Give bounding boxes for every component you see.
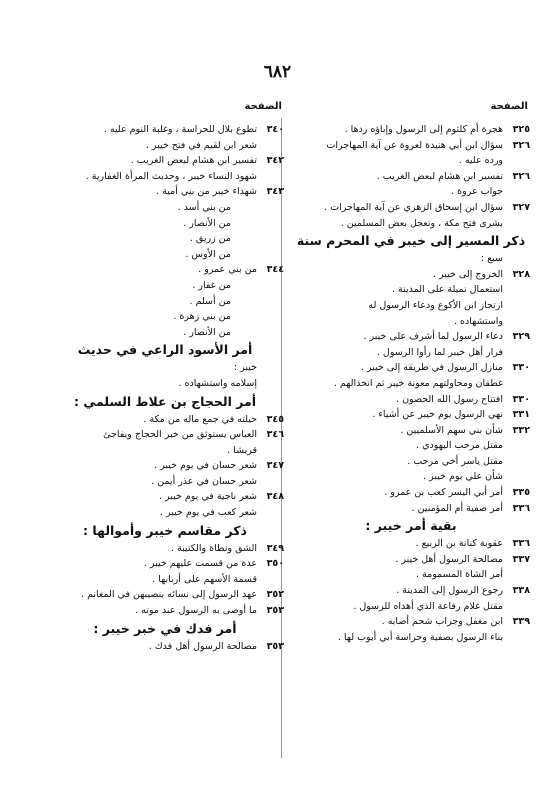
entry-text: من غفار . (192, 279, 231, 291)
index-entry (292, 184, 530, 200)
entry-text: إسلامه واستشهاده . (178, 377, 257, 389)
entry-text: تفسير ابن هشام لبعض الغريب . (376, 170, 503, 182)
page-ref: ٣٤٤ (266, 264, 284, 276)
entry-text: شهود النساء خيبر ، وحديث المرأة الغفارية . (85, 170, 257, 182)
entry-text: نهي الرسول يوم خيبر عن أشياء . (372, 409, 503, 421)
entry-text: من الأوس . (185, 248, 231, 260)
index-entry (46, 278, 284, 294)
page-ref: ٣٣٩ (512, 616, 530, 628)
index-entry (46, 294, 284, 310)
entry-list (292, 122, 530, 645)
entry-text: الخروج إلى خيبر . (432, 268, 503, 280)
entry-text: من بني زهرة . (173, 311, 231, 323)
page-ref: ٣٥٢ (266, 589, 284, 601)
page-ref: ٣٤٩ (266, 542, 284, 554)
index-entry (46, 587, 284, 603)
page-ref: ٣٤٢ (266, 155, 284, 167)
entry-text: رجوع الرسول إلى المدينة . (396, 585, 503, 597)
entry-text: عقوبة كنانة بن الربيع . (415, 538, 503, 550)
index-column-right (292, 100, 530, 645)
entry-text: مقتل مرحب اليهودي . (416, 440, 503, 452)
entry-text: تفسير ابن هشام لبعض الغريب . (130, 155, 257, 167)
entry-text: بقية أمر خيبر : (365, 518, 457, 534)
index-entry (292, 282, 530, 298)
entry-text: العباس يستوثق من خبر الحجاج ويفاجئ (103, 429, 257, 441)
entry-text: أمر فدك في خبر خيبر : (93, 620, 237, 636)
entry-text: الشق ونطاة والكتيبة . (171, 542, 257, 554)
page-number: ٦٨٢ (263, 62, 292, 82)
index-entry (292, 501, 530, 517)
page-ref: ٣٥٠ (266, 558, 284, 570)
entry-text: من الأنصار . (183, 326, 231, 338)
entry-text: أمر الأسود الراعي في حديث (77, 342, 253, 358)
index-entry (46, 309, 284, 325)
index-entry (46, 153, 284, 169)
index-entry (46, 639, 284, 655)
index-entry (46, 556, 284, 572)
index-entry (292, 614, 530, 630)
entry-text: واستشهاده . (453, 315, 503, 327)
index-entry (292, 407, 530, 423)
entry-text: شأن بني سهم الأسلميين . (400, 424, 503, 436)
entry-text: أمر الحجاج بن علاط السلمي : (73, 393, 257, 409)
section-heading (46, 619, 284, 639)
page-ref: ٣٢٧ (512, 201, 530, 213)
index-entry (46, 169, 284, 185)
page-ref: ٣٥٣ (266, 605, 284, 617)
index-entry (292, 298, 530, 314)
entry-text: شعر ابن لقيم في فتح خيبر . (145, 139, 257, 151)
entry-text: من بني عمرو . (198, 264, 257, 276)
entry-text: سؤال ابن إسحاق الزهري عن آية المهاجرات . (324, 201, 503, 213)
index-entry (46, 122, 284, 138)
entry-text: أمر أبي اليسر كعب بن عمرو . (384, 487, 503, 499)
index-entry (46, 541, 284, 557)
entry-text: دعاء الرسول لما أشرف على خيبر . (363, 331, 503, 343)
index-entry (292, 599, 530, 615)
index-entry (292, 267, 530, 283)
page-ref: ٣٣٥ (512, 487, 530, 499)
index-entry (292, 438, 530, 454)
index-entry (46, 474, 284, 490)
index-entry (292, 536, 530, 552)
entry-text: من بني أسد . (177, 201, 231, 213)
page-ref: ٣٣٨ (512, 585, 530, 597)
index-entry (292, 153, 530, 169)
section-heading (46, 392, 284, 412)
index-entry (46, 412, 284, 428)
entry-text: ذكر المسير إلى خيبر في المحرم سنة (296, 233, 526, 249)
index-entry (292, 392, 530, 408)
index-entry (46, 184, 284, 200)
section-heading (292, 231, 530, 251)
page-ref: ٣٤٥ (266, 413, 284, 425)
entry-text: غطفان ومحاولتهم معونة خيبر ثم انخذالهم . (333, 377, 503, 389)
page-ref: ٣٣٠ (512, 393, 530, 405)
index-entry (292, 423, 530, 439)
entry-text: شعر ناجية في يوم خيبر . (158, 491, 257, 503)
entry-text: عهد الرسول إلى نسائه بنصيبهن في المغانم . (81, 589, 257, 601)
page-ref: ٣٢٥ (512, 124, 530, 135)
index-entry (46, 262, 284, 278)
entry-text: مصالحة الرسول أهل فدك . (148, 640, 257, 652)
entry-text: هجرة أم كلثوم إلى الرسول وإباؤه ردها . (344, 124, 503, 135)
index-entry (292, 454, 530, 470)
entry-text: ورده عليه . (458, 155, 503, 167)
page-ref: ٣٢٦ (512, 170, 530, 182)
index-entry (292, 583, 530, 599)
index-entry (292, 169, 530, 185)
index-entry (46, 443, 284, 459)
entry-text: ذكر مقاسم خيبر وأموالها : (83, 522, 247, 538)
entry-text: سبع : (480, 253, 503, 265)
index-entry (46, 458, 284, 474)
index-entry (292, 552, 530, 568)
index-entry (46, 603, 284, 619)
entry-text: افتتاح رسول الله الحصون . (396, 393, 503, 405)
entry-text: فرار أهل خيبر لما رأوا الرسول . (376, 346, 503, 358)
index-entry (46, 572, 284, 588)
index-entry (46, 427, 284, 443)
entry-text: تطوع بلال للحراسة ، وغلبة النوم عليه . (103, 124, 257, 135)
column-header-page: الصفحة (244, 101, 282, 112)
entry-text: خيبر : (233, 362, 257, 374)
index-entry (292, 329, 530, 345)
entry-text: بشرى فتح مكة ، وتعجل بعض المسلمين . (340, 217, 503, 229)
index-entry (46, 360, 284, 376)
entry-text: سؤال ابن أبي هنيدة لعروة عن آية المهاجرات (326, 139, 503, 151)
index-entry (46, 325, 284, 341)
index-entry (292, 345, 530, 361)
entry-text: شعر حسان في يوم خيبر . (154, 460, 257, 472)
section-heading (46, 340, 284, 360)
page-ref: ٣٢٦ (512, 139, 530, 151)
page-ref: ٣٣٦ (512, 502, 530, 514)
index-entry (292, 251, 530, 267)
index-entry (292, 216, 530, 232)
column-header-page: الصفحة (490, 101, 528, 112)
index-column-left (46, 100, 284, 654)
index-entry (292, 630, 530, 646)
page-ref: ٣٤٠ (266, 124, 284, 135)
entry-text: مصالحة الرسول أهل خيبر . (395, 553, 503, 565)
entry-text: من الأنصار . (183, 217, 231, 229)
entry-text: ابن مغفل وجراب شحم أصابه . (381, 616, 503, 628)
page-ref: ٣٢٩ (512, 331, 530, 343)
index-entry (292, 485, 530, 501)
index-entry (46, 505, 284, 521)
entry-text: قريشا . (227, 444, 257, 456)
index-entry (292, 567, 530, 583)
entry-text: شعر كعب في يوم خيبر . (159, 507, 257, 519)
entry-text: منازل الرسول في طريقه إلى خيبر . (360, 362, 503, 374)
page-ref: ٣٤٧ (266, 460, 284, 472)
entry-text: شأن علي يوم خيبر . (423, 471, 503, 483)
index-entry (46, 231, 284, 247)
index-entry (46, 376, 284, 392)
page-ref: ٣٤٦ (266, 429, 284, 441)
index-entry (46, 489, 284, 505)
section-heading (292, 516, 530, 536)
entry-text: جواب عروة . (451, 186, 503, 198)
page-ref: ٣٣٠ (512, 362, 530, 374)
section-heading (46, 521, 284, 541)
page-ref: ٣٣١ (512, 409, 530, 421)
page-ref: ٣٣٢ (512, 424, 530, 436)
index-entry (292, 469, 530, 485)
entry-text: أمر الشاة المسمومة . (415, 569, 503, 581)
page-ref: ٣٣٦ (512, 538, 530, 550)
entry-text: من زريق . (189, 233, 231, 245)
index-entry (46, 216, 284, 232)
entry-text: مقتل ياسر أخي مرحب . (407, 455, 503, 467)
index-entry (46, 247, 284, 263)
page-ref: ٣٥٣ (266, 640, 284, 652)
entry-text: ارتجاز ابن الأكوع ودعاء الرسول له (368, 299, 503, 311)
entry-list (46, 122, 284, 654)
page-ref: ٣٣٧ (512, 553, 530, 565)
index-entry (292, 200, 530, 216)
entry-text: استعمال نميلة على المدينة . (391, 284, 503, 296)
entry-text: مقتل غلام رفاعة الذي أهداه للرسول . (353, 600, 503, 612)
index-entry (46, 138, 284, 154)
index-entry (292, 314, 530, 330)
page-ref: ٣٢٨ (512, 268, 530, 280)
entry-text: عدة من قسمت عليهم خيبر . (143, 558, 257, 570)
entry-text: قسمة الأسهم على أربابها . (152, 573, 257, 585)
index-entry (292, 122, 530, 138)
index-entry (292, 376, 530, 392)
entry-text: ما أوصى به الرسول عند موته . (135, 605, 257, 617)
entry-text: من أسلم . (189, 295, 231, 307)
page-ref: ٣٤٣ (266, 186, 284, 198)
entry-text: شعر حسان في عذر أيمن . (151, 475, 257, 487)
entry-text: بناء الرسول بصفية وحراسة أبي أيوب لها . (337, 631, 503, 643)
entry-text: حيلته في جمع ماله من مكة . (143, 413, 257, 425)
entry-text: شهداء خيبر من بني أمية . (156, 186, 257, 198)
index-entry (292, 138, 530, 154)
index-entry (46, 200, 284, 216)
entry-text: أمر صفية أم المؤمنين . (411, 502, 503, 514)
page-ref: ٣٤٨ (266, 491, 284, 503)
index-entry (292, 360, 530, 376)
